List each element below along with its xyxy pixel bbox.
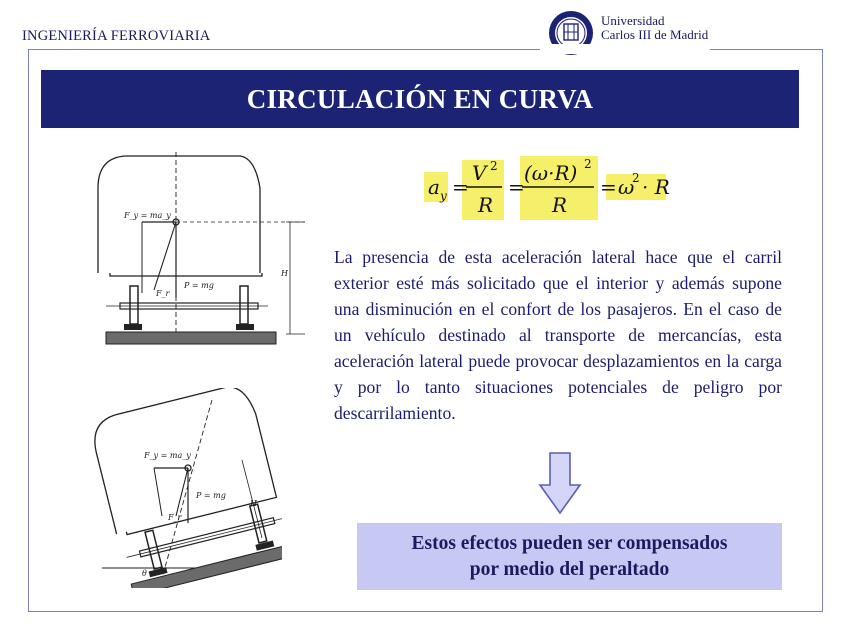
formula-omega-exp: 2 [632, 171, 640, 185]
fy-label-top: F_y = ma_y [124, 211, 171, 220]
formula-omega-r: (ω·R) [524, 161, 578, 185]
formula-tail: · R [642, 175, 670, 199]
explanation-paragraph: La presencia de esta aceleración lateral hace que el carril exterior esté más solicitado que el interior y además supone una disminución en el confort de los pasajeros. En el caso de un vehículo destinado al transporte de mercancías, esta aceleración lateral puede provocar desplazamientos en la carga y por lo tanto situaciones potenciales de peligro por descarrilamiento. [334, 247, 782, 423]
formula-v: V [472, 161, 487, 185]
formula-lhs: a [428, 175, 440, 199]
conclusion-callout [357, 523, 782, 590]
formula-r2: R [552, 193, 568, 217]
university-name-line2: Carlos III de Madrid [601, 27, 709, 42]
university-name [601, 14, 708, 42]
svg-text:=: = [600, 175, 617, 199]
fr-label-bottom: F_r [168, 513, 182, 522]
vehicle-canted-track-diagram [92, 388, 282, 588]
h-label-top: H [281, 269, 288, 278]
formula-v-exp: 2 [490, 159, 498, 173]
course-label: INGENIERÍA FERROVIARIA [22, 28, 211, 44]
callout-line2: por medio del peraltado [469, 558, 670, 580]
university-name-line1: Universidad [601, 13, 665, 28]
lateral-acceleration-formula [420, 150, 700, 225]
formula-lhs-sub: y [440, 189, 447, 203]
p-label-bottom: P = mg [196, 491, 226, 500]
fr-label-top: F_r [156, 289, 170, 298]
callout-line1: Estos efectos pueden ser compensados [411, 532, 728, 554]
frame-gap [540, 44, 710, 54]
title-bar [41, 70, 799, 128]
fy-label-bottom: F_y = ma_y [144, 451, 191, 460]
formula-r1: R [478, 193, 494, 217]
svg-text:=: = [452, 175, 469, 199]
h-label-bottom: H [250, 499, 257, 508]
slide-title: CIRCULACIÓN EN CURVA [246, 83, 594, 114]
down-arrow-icon [538, 451, 582, 515]
vehicle-straight-track-diagram [90, 148, 320, 360]
formula-omega: ω [618, 175, 635, 199]
p-label-top: P = mg [184, 281, 214, 290]
angle-label-bottom: θ [142, 569, 147, 578]
formula-omega-r-exp: 2 [584, 157, 592, 171]
svg-text:=: = [508, 175, 525, 199]
